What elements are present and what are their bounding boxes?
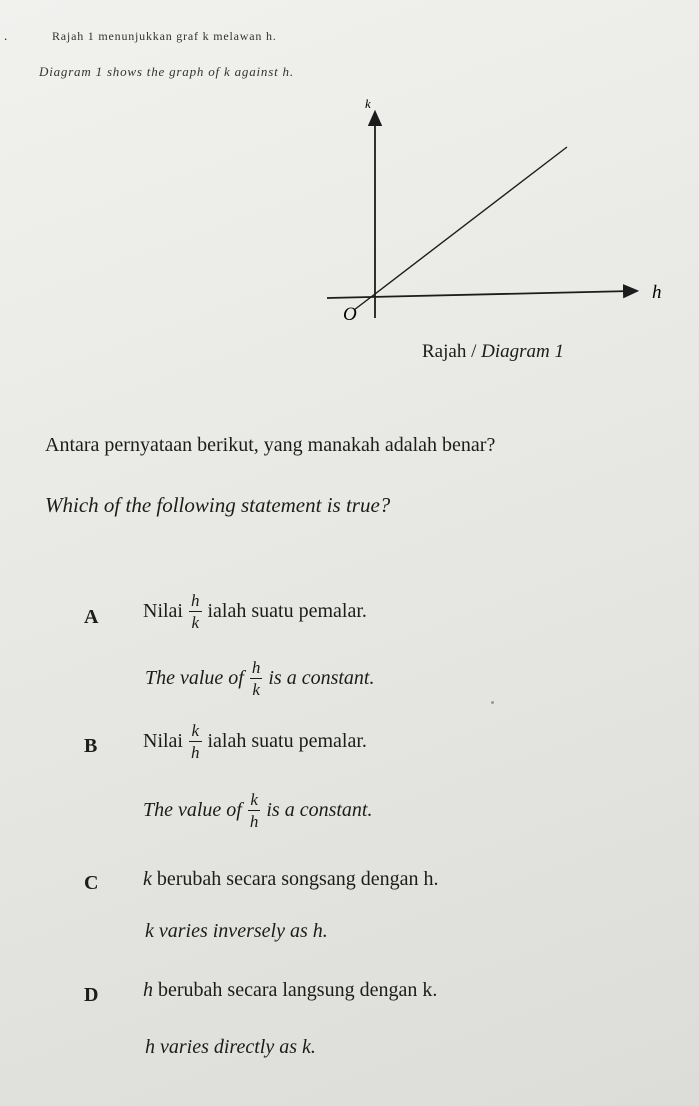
option-c-letter: C [84, 872, 99, 894]
option-c-english-text: k varies inversely as h. [145, 920, 328, 942]
option-b-malay-pre: Nilai [143, 730, 183, 752]
option-c-malay-text: berubah secara songsang dengan h. [156, 868, 439, 890]
fraction-denominator: k [252, 680, 260, 699]
option-a-english-post: is a constant. [268, 667, 375, 689]
option-b-malay-post: ialah suatu pemalar. [207, 730, 367, 752]
option-d-variable: h [143, 979, 153, 1001]
option-d-malay-text: berubah secara langsung dengan k. [158, 979, 438, 1001]
option-d-letter: D [84, 984, 99, 1006]
origin-label: O [343, 304, 357, 325]
option-b-english [143, 791, 373, 830]
option-a-malay [143, 592, 367, 631]
question-prompt-malay: Antara pernyataan berikut, yang manakah adalah benar? [45, 434, 496, 456]
caption-english: Diagram 1 [481, 341, 564, 362]
option-a-malay-pre: Nilai [143, 600, 183, 622]
paper-speck [491, 701, 494, 704]
option-a-english [145, 659, 375, 698]
question-prompt-english: Which of the following statement is true? [45, 493, 391, 517]
diagram-caption [422, 341, 564, 363]
graph-line [354, 147, 567, 310]
fraction-denominator: h [191, 743, 200, 762]
fraction-k-over-h [248, 791, 261, 830]
option-a-letter: A [84, 606, 99, 628]
caption-malay: Rajah / [422, 341, 477, 362]
option-b-letter: B [84, 735, 98, 757]
fraction-denominator: k [191, 613, 200, 632]
fraction-k-over-h [189, 722, 202, 761]
option-b-malay [143, 722, 367, 761]
question-number: . [4, 28, 8, 43]
y-axis-label: k [365, 96, 371, 111]
x-axis [327, 291, 632, 298]
option-b-english-pre: The value of [143, 799, 242, 821]
option-b-english-post: is a constant. [266, 799, 373, 821]
option-c-english [145, 920, 328, 943]
fraction-numerator: h [191, 591, 200, 610]
fraction-h-over-k [250, 659, 263, 698]
intro-english: Diagram 1 shows the graph of k against h. [39, 64, 294, 79]
option-c-malay [143, 868, 438, 891]
option-d-english [145, 1036, 316, 1059]
fraction-numerator: h [251, 658, 261, 677]
fraction-h-over-k [189, 592, 202, 631]
x-axis-label: h [652, 282, 662, 303]
fraction-numerator: k [250, 790, 258, 809]
option-d-english-text: h varies directly as k. [145, 1036, 316, 1058]
option-a-english-pre: The value of [145, 667, 244, 689]
fraction-denominator: h [249, 812, 259, 831]
option-d-malay [143, 979, 437, 1002]
intro-malay: Rajah 1 menunjukkan graf k melawan h. [52, 29, 277, 43]
graph-diagram [0, 0, 699, 400]
option-a-malay-post: ialah suatu pemalar. [207, 600, 367, 622]
option-c-variable: k [143, 868, 152, 890]
fraction-numerator: k [191, 721, 200, 740]
